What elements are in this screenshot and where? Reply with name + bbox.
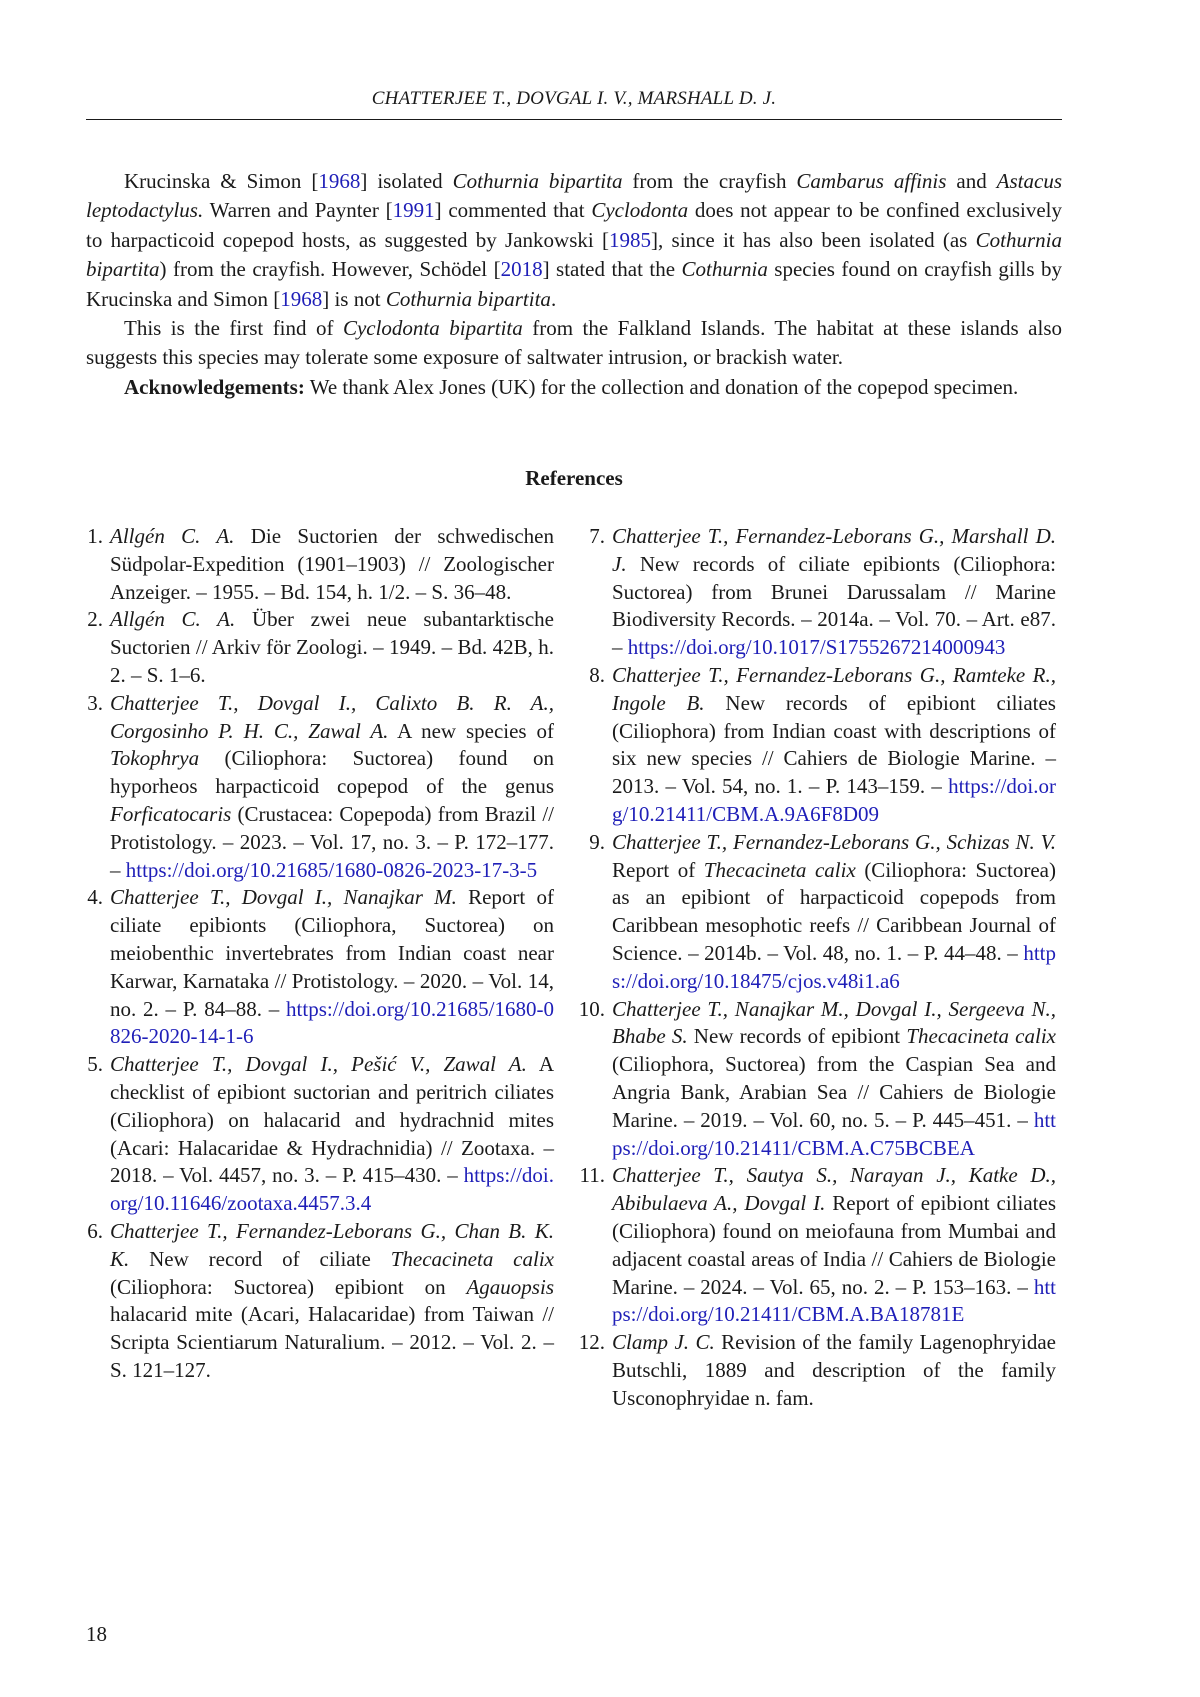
reference-item: 12. Clamp J. C. Revision of the family Lagenophryidae Butschli, 1889 and description of the family Usconophryidae n. fam. <box>578 1330 1056 1410</box>
reference-item: 8. Chatterjee T., Fernandez-Leborans G., Ramteke R., Ingole B. New records of epibiont ciliates (Ciliophora) from Indian coast with descriptions of six new species // Cahiers de Biologie Marine. – 2013. – Vol. 54, no. 1. – P. 143–159. – https://doi.org/10.21411/CBM.A.9A6F8D09 <box>578 662 1056 829</box>
reference-authors: Chatterjee T., Fernandez-Leborans G., Ramteke R., Ingole B. <box>612 662 1056 715</box>
doi-link[interactable]: https://doi.org/10.21685/1680-0826-2023-17-3-5 <box>125 857 538 882</box>
reference-authors: Chatterjee T., Sautya S., Narayan J., Katke D., Abibulaeva A., Dovgal I. <box>612 1163 1056 1216</box>
reference-number: 11. <box>579 1163 605 1188</box>
reference-number: 9. <box>589 829 605 854</box>
reference-item: 11. Chatterjee T., Sautya S., Narayan J., Katke D., Abibulaeva A., Dovgal I. Report of epibiont ciliates (Ciliophora) found on meiofauna from Mumbai and adjacent coastal areas of India // Cahiers de Biologie Marine. – 2024. – Vol. 65, no. 2. – P. 153–163. – https://doi.org/10.21411/CBM.A.BA18781E <box>579 1163 1056 1327</box>
doi-link[interactable]: https://doi.org/10.21411/CBM.A.9A6F8D09 <box>612 774 1056 826</box>
reference-authors: Chatterjee T., Dovgal I., Pešić V., Zawal A. <box>110 1052 527 1077</box>
reference-authors: Chatterjee T., Fernandez-Leborans G., Chan B. K. K. <box>110 1218 554 1271</box>
reference-authors: Chatterjee T., Dovgal I., Calixto B. R. A., Corgosinho P. H. C., Zawal A. <box>110 690 554 743</box>
reference-authors: Allgén C. A. <box>110 524 235 548</box>
page-number: 18 <box>86 1622 107 1646</box>
doi-link[interactable]: https://doi.org/10.11646/zootaxa.4457.3.4 <box>110 1163 554 1216</box>
species-name: Cothurnia bipartita <box>452 169 623 193</box>
reference-number: 1. <box>87 524 103 548</box>
acknowledgements-label: Acknowledgements: <box>124 374 305 399</box>
doi-link[interactable]: https://doi.org/10.18475/cjos.v48i1.a6 <box>612 940 1056 993</box>
references-list-left <box>76 523 554 1385</box>
genus-name: Cothurnia <box>681 257 768 282</box>
citation-link[interactable]: 1968 <box>318 169 361 193</box>
reference-item: 9. Chatterjee T., Fernandez-Leborans G., Schizas N. V. Report of Thecacineta calix (Ciliophora: Suctorea) as an epibiont of harpacticoid copepods from Caribbean mesophotic reefs // Caribbean Journal of Science. – 2014b. – Vol. 48, no. 1. – P. 44–48. – https://doi.org/10.18475/cjos.v48i1.a6 <box>578 829 1056 996</box>
citation-link[interactable]: 1991 <box>392 198 435 223</box>
reference-authors: Clamp J. C. <box>612 1330 715 1355</box>
reference-item: 2. Allgén C. A. Über zwei neue subantarktische Suctorien // Arkiv för Zoologi. – 1949. – Bd. 42B, h. 2. – S. 1–6. <box>76 606 554 689</box>
reference-number: 4. <box>87 885 103 910</box>
species-name: Cyclodonta bipartita <box>342 316 523 341</box>
reference-item: 4. Chatterjee T., Dovgal I., Nanajkar M. Report of ciliate epibionts (Ciliophora, Suctorea) on meiobenthic invertebrates from Indian coast near Karwar, Karnataka // Protistology. – 2020. – Vol. 14, no. 2. – P. 84–88. – https://doi.org/10.21685/1680-0826-2020-14-1-6 <box>76 884 554 1051</box>
species-name: Cambarus affinis <box>796 169 947 193</box>
reference-authors: Chatterjee T., Fernandez-Leborans G., Schizas N. V. <box>612 829 1056 854</box>
reference-item: 6. Chatterjee T., Fernandez-Leborans G., Chan B. K. K. New record of ciliate Thecacineta calix (Ciliophora: Suctorea) epibiont on Agauopsis halacarid mite (Acari, Halacaridae) from Taiwan // Scripta Scientiarum Naturalium. – 2012. – Vol. 2. – S. 121–127. <box>76 1218 554 1385</box>
citation-link[interactable]: 1985 <box>608 227 651 252</box>
running-head: CHATTERJEE T., DOVGAL I. V., MARSHALL D. J. <box>371 88 777 109</box>
references-heading: References <box>525 466 623 490</box>
reference-number: 8. <box>589 662 605 687</box>
header-rule <box>86 119 1062 120</box>
reference-item: 1. Allgén C. A. Die Suctorien der schwedischen Südpolar-Expedition (1901–1903) // Zoologischer Anzeiger. – 1955. – Bd. 154, h. 1/2. – S. 36–48. <box>76 523 554 606</box>
reference-authors: Chatterjee T., Fernandez-Leborans G., Marshall D. J. <box>612 524 1056 576</box>
reference-authors: Allgén C. A. <box>110 607 236 632</box>
paragraph-first-find: This is the first find of Cyclodonta bipartita from the Falkland Islands. The habitat at these islands also suggests this species may tolerate some exposure of saltwater intrusion, or brackish water. <box>86 316 1062 370</box>
reference-number: 5. <box>87 1052 103 1077</box>
reference-item: 10. Chatterjee T., Nanajkar M., Dovgal I., Sergeeva N., Bhabe S. New records of epibiont Thecacineta calix (Ciliophora, Suctorea) from the Caspian Sea and Angria Bank, Arabian Sea // Cahiers de Biologie Marine. – 2019. – Vol. 60, no. 5. – P. 445–451. – https://doi.org/10.21411/CBM.A.C75BCBEA <box>578 996 1056 1160</box>
reference-number: 12. <box>578 1330 605 1355</box>
body-text <box>86 167 1062 402</box>
doi-link[interactable]: https://doi.org/10.21411/CBM.A.C75BCBEA <box>612 1107 1056 1160</box>
doi-link[interactable]: https://doi.org/10.21685/1680-0826-2020-14-1-6 <box>110 996 554 1049</box>
reference-item: 5. Chatterjee T., Dovgal I., Pešić V., Zawal A. A checklist of epibiont suctorian and peritrich ciliates (Ciliophora) on halacarid and hydrachnid mites (Acari: Halacaridae & Hydrachnidia) // Zootaxa. – 2018. – Vol. 4457, no. 3. – P. 415–430. – https://doi.org/10.11646/zootaxa.4457.3.4 <box>76 1051 554 1218</box>
reference-number: 2. <box>87 607 103 632</box>
doi-link[interactable]: https://doi.org/10.21411/CBM.A.BA18781E <box>612 1274 1056 1327</box>
citation-link[interactable]: 2018 <box>500 257 543 282</box>
doi-link[interactable]: https://doi.org/10.1017/S1755267214000943 <box>627 635 1006 660</box>
reference-authors: Chatterjee T., Nanajkar M., Dovgal I., Sergeeva N., Bhabe S. <box>612 996 1056 1049</box>
paragraph-krucinska: Krucinska & Simon [1968] isolated Cothurnia bipartita from the crayfish Cambarus affinis and Astacus leptodactylus. Warren and Paynter [1991] commented that Cyclodonta does not appear to be confined exclusively to harpacticoid copepod hosts, as suggested by Jankowski [1985], since it has also been isolated (as Cothurnia bipartita) from the crayfish. However, Schödel [2018] stated that the Cothurnia species found on crayfish gills by Krucinska and Simon [1968] is not Cothurnia bipartita. <box>86 169 1062 311</box>
paragraph-acknowledgements: Acknowledgements: We thank Alex Jones (UK) for the collection and donation of the copepod specimen. <box>124 374 1019 399</box>
reference-number: 6. <box>87 1218 103 1243</box>
species-name: Astacus leptodactylus. <box>86 169 1062 223</box>
genus-name: Cyclodonta <box>591 198 689 223</box>
citation-link[interactable]: 1968 <box>280 286 323 311</box>
references-list-right <box>578 523 1056 1413</box>
reference-authors: Chatterjee T., Dovgal I., Nanajkar M. <box>110 885 457 910</box>
reference-item: 3. Chatterjee T., Dovgal I., Calixto B. R. A., Corgosinho P. H. C., Zawal A. A new species of Tokophrya (Ciliophora: Suctorea) found on hyporheos harpacticoid copepod of the genus Forficatocaris (Crustacea: Copepoda) from Brazil // Protistology. – 2023. – Vol. 17, no. 3. – P. 172–177. – https://doi.org/10.21685/1680-0826-2023-17-3-5 <box>76 690 554 885</box>
reference-number: 10. <box>578 996 605 1021</box>
reference-item: 7. Chatterjee T., Fernandez-Leborans G., Marshall D. J. New records of ciliate epibionts (Ciliophora: Suctorea) from Brunei Darussalam // Marine Biodiversity Records. – 2014a. – Vol. 70. – Art. e87. – https://doi.org/10.1017/S1755267214000943 <box>578 523 1056 662</box>
reference-number: 7. <box>589 524 605 548</box>
species-name: Cothurnia bipartita <box>385 286 551 311</box>
reference-number: 3. <box>87 690 103 715</box>
species-name: Cothurnia bipartita <box>86 227 1062 282</box>
